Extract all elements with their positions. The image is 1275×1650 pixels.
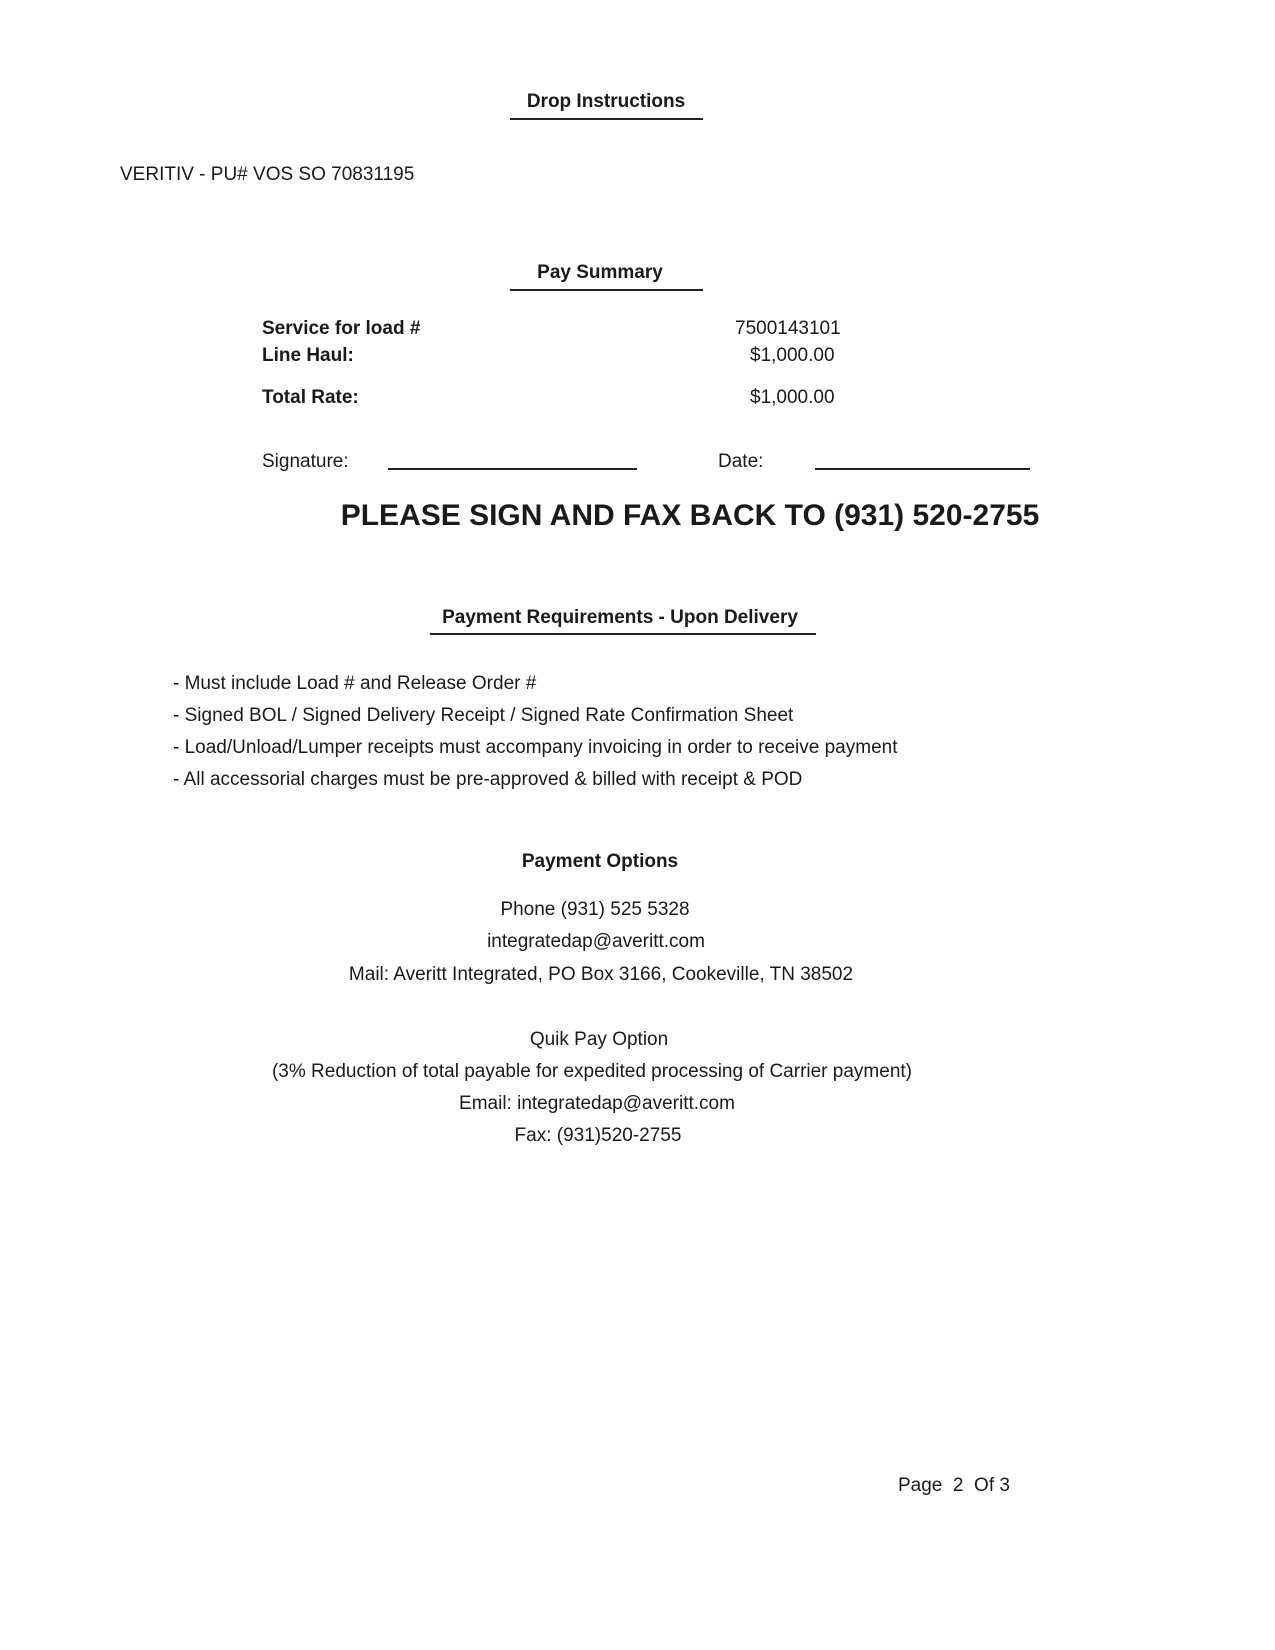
requirement-item: - All accessorial charges must be pre-approved & billed with receipt & POD	[173, 769, 803, 790]
service-load-label: Service for load #	[262, 318, 421, 339]
fax-back-banner: PLEASE SIGN AND FAX BACK TO (931) 520-2755	[340, 499, 1040, 532]
payment-email[interactable]: integratedap@averitt.com	[487, 931, 705, 952]
drop-instructions-heading: Drop Instructions	[526, 91, 686, 112]
signature-label: Signature:	[262, 451, 349, 472]
drop-instructions-underline	[510, 118, 703, 120]
page-number: Page 2 Of 3	[898, 1475, 1010, 1496]
payment-phone: Phone (931) 525 5328	[500, 899, 690, 920]
date-label: Date:	[718, 451, 764, 472]
total-rate-value: $1,000.00	[750, 387, 835, 408]
requirement-item: - Load/Unload/Lumper receipts must accompany invoicing in order to receive payment	[173, 737, 898, 758]
payment-options-heading: Payment Options	[521, 851, 679, 872]
total-rate-label: Total Rate:	[262, 387, 359, 408]
quik-pay-note: (3% Reduction of total payable for expedited processing of Carrier payment)	[271, 1061, 912, 1082]
payment-requirements-underline	[430, 633, 816, 635]
quik-pay-title: Quik Pay Option	[529, 1029, 669, 1050]
quik-pay-fax: Fax: (931)520-2755	[514, 1125, 682, 1146]
payment-mail-address: Mail: Averitt Integrated, PO Box 3166, Cookeville, TN 38502	[348, 964, 854, 985]
pay-summary-heading: Pay Summary	[537, 262, 663, 283]
line-haul-value: $1,000.00	[750, 345, 835, 366]
quik-pay-email[interactable]: Email: integratedap@averitt.com	[459, 1093, 735, 1114]
requirement-item: - Must include Load # and Release Order #	[173, 673, 537, 694]
date-line[interactable]	[815, 468, 1030, 470]
service-load-value: 7500143101	[735, 318, 841, 339]
requirement-item: - Signed BOL / Signed Delivery Receipt / Signed Rate Confirmation Sheet	[173, 705, 794, 726]
pay-summary-underline	[510, 289, 703, 291]
drop-instructions-text: VERITIV - PU# VOS SO 70831195	[120, 164, 415, 185]
signature-line[interactable]	[388, 468, 637, 470]
payment-requirements-heading: Payment Requirements - Upon Delivery	[442, 607, 798, 628]
line-haul-label: Line Haul:	[262, 345, 354, 366]
